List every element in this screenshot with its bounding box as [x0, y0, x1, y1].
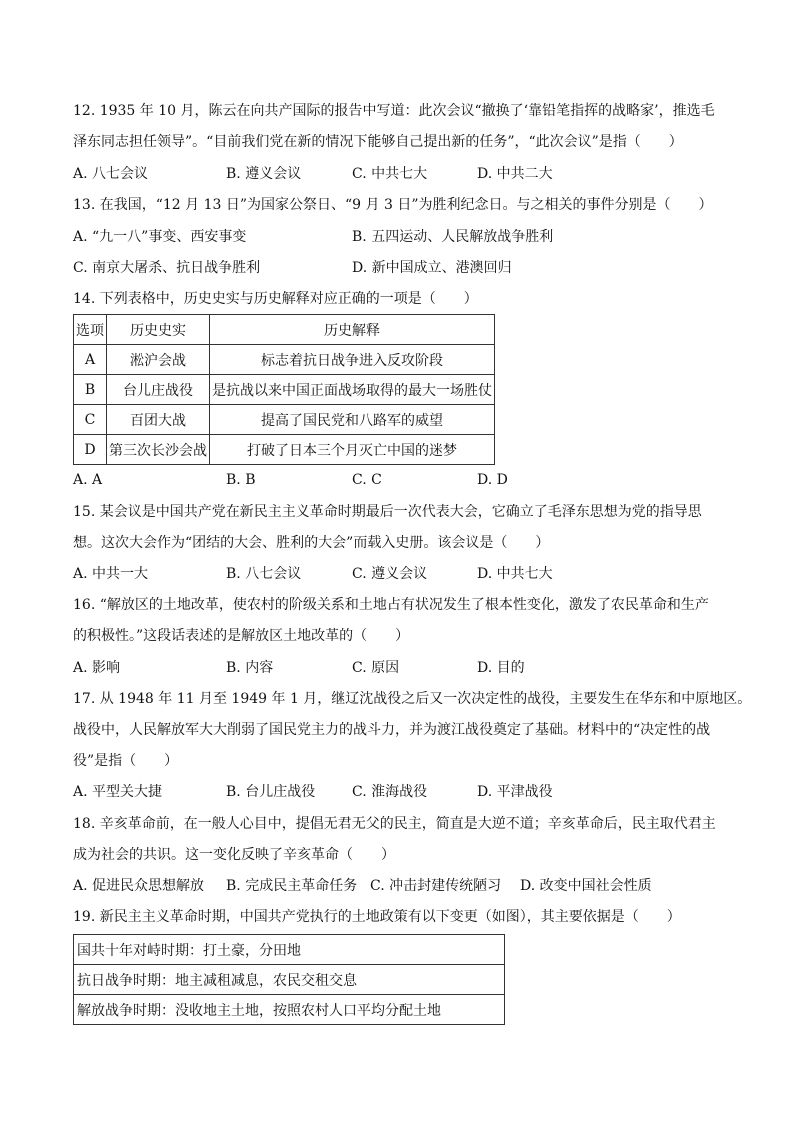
table-row: [74, 345, 495, 375]
q15-stem-line2: 想。这次大会作为“团结的大会、胜利的大会”而载入史册。该会议是（ ）: [73, 535, 550, 551]
q15-option-b[interactable]: B. 八七会议: [226, 566, 302, 582]
q17-option-b[interactable]: B. 台儿庄战役: [226, 784, 316, 800]
q15-stem-line1: 15. 某会议是中国共产党在新民主主义革命时期最后一次代表大会，它确立了毛泽东思想为党的指导思: [73, 504, 702, 520]
table-cell: 百团大战: [107, 405, 210, 435]
q16-stem-line1: 16. “解放区的土地改革，使农村的阶级关系和土地占有状况发生了根本性变化，激发了农民革命和生产: [73, 597, 709, 613]
q17-option-a[interactable]: A. 平型关大捷: [73, 784, 163, 800]
table-cell: 抗日战争时期：地主减租减息，农民交租交息: [74, 965, 505, 995]
table-row: [74, 995, 505, 1025]
q14-option-d[interactable]: D. D: [477, 472, 508, 488]
q15-option-d[interactable]: D. 中共七大: [477, 566, 553, 582]
q17-option-d[interactable]: D. 平津战役: [477, 784, 553, 800]
q16-option-c[interactable]: C. 原因: [352, 660, 400, 676]
table-cell: 打破了日本三个月灭亡中国的迷梦: [210, 435, 495, 465]
q14-option-a[interactable]: A. A: [73, 472, 103, 488]
q15-option-a[interactable]: A. 中共一大: [73, 566, 149, 582]
table-cell: 淞沪会战: [107, 345, 210, 375]
q13-stem: 13. 在我国，“12 月 13 日”为国家公祭日、“9 月 3 日”为胜利纪念日。与之相关的事件分别是（ ）: [73, 197, 713, 213]
table-header-cell: 选项: [74, 315, 107, 345]
q12-option-a[interactable]: A. 八七会议: [73, 166, 149, 182]
q16-stem-line2: 的积极性。”这段话表述的是解放区土地改革的（ ）: [73, 628, 410, 644]
q13-option-a[interactable]: A. “九一八”事变、西安事变: [73, 229, 247, 245]
table-cell: 台儿庄战役: [107, 375, 210, 405]
q15-option-c[interactable]: C. 遵义会议: [352, 566, 428, 582]
q13-option-c[interactable]: C. 南京大屠杀、抗日战争胜利: [73, 260, 261, 276]
q12-option-c[interactable]: C. 中共七大: [352, 166, 428, 182]
q14-option-c[interactable]: C. C: [352, 472, 382, 488]
q18-option-c[interactable]: C. 冲击封建传统陋习: [370, 878, 502, 894]
q18-option-a[interactable]: A. 促进民众思想解放: [73, 878, 205, 894]
table-row: [74, 935, 505, 965]
table-row: [74, 375, 495, 405]
table-header-cell: 历史史实: [107, 315, 210, 345]
q14-table: [73, 314, 495, 465]
q13-option-d[interactable]: D. 新中国成立、港澳回归: [352, 260, 512, 276]
table-cell: B: [74, 375, 107, 405]
table-cell: A: [74, 345, 107, 375]
q18-stem-line2: 成为社会的共识。这一变化反映了辛亥革命（ ）: [73, 847, 395, 863]
table-header-row: [74, 315, 495, 345]
q13-option-b[interactable]: B. 五四运动、人民解放战争胜利: [352, 229, 554, 245]
q18-option-b[interactable]: B. 完成民主革命任务: [226, 878, 358, 894]
table-cell: C: [74, 405, 107, 435]
q17-option-c[interactable]: C. 淮海战役: [352, 784, 428, 800]
table-row: [74, 405, 495, 435]
q12-stem-line1: 12. 1935 年 10 月，陈云在向共产国际的报告中写道：此次会议“撤换了‘靠铅笔指挥的战略家’，推选毛: [73, 103, 715, 119]
q12-option-b[interactable]: B. 遵义会议: [226, 166, 302, 182]
table-row: [74, 965, 505, 995]
table-cell: 第三次长沙会战: [107, 435, 210, 465]
table-cell: 国共十年对峙时期：打土豪，分田地: [74, 935, 505, 965]
table-row: [74, 435, 495, 465]
q16-option-a[interactable]: A. 影响: [73, 660, 121, 676]
q16-option-b[interactable]: B. 内容: [226, 660, 274, 676]
q18-option-d[interactable]: D. 改变中国社会性质: [520, 878, 652, 894]
q18-stem-line1: 18. 辛亥革命前，在一般人心目中，提倡无君无父的民主，简直是大逆不道；辛亥革命后，民主取代君主: [73, 816, 716, 832]
q14-option-b[interactable]: B. B: [226, 472, 256, 488]
q16-option-d[interactable]: D. 目的: [477, 660, 525, 676]
q19-policy-table: [73, 934, 505, 1025]
q12-stem-line2: 泽东同志担任领导”。“目前我们党在新的情况下能够自己提出新的任务”，“此次会议”是指（ ）: [73, 134, 683, 150]
table-cell: 标志着抗日战争进入反攻阶段: [210, 345, 495, 375]
table-cell: 是抗战以来中国正面战场取得的最大一场胜仗: [210, 375, 495, 405]
table-cell: D: [74, 435, 107, 465]
q12-option-d[interactable]: D. 中共二大: [477, 166, 553, 182]
table-cell: 解放战争时期：没收地主土地，按照农村人口平均分配土地: [74, 995, 505, 1025]
q14-stem: 14. 下列表格中，历史史实与历史解释对应正确的一项是（ ）: [73, 291, 478, 307]
q17-stem-line3: 役”是指（ ）: [73, 753, 179, 769]
q19-stem: 19. 新民主主义革命时期，中国共产党执行的土地政策有以下变更（如图），其主要依据是（ ）: [73, 909, 681, 925]
q17-stem-line1: 17. 从 1948 年 11 月至 1949 年 1 月，继辽沈战役之后又一次决定性的战役，主要发生在华东和中原地区。: [73, 691, 752, 707]
q17-stem-line2: 战役中，人民解放军大大削弱了国民党主力的战斗力，并为渡江战役奠定了基础。材料中的“决定性的战: [73, 722, 711, 738]
table-header-cell: 历史解释: [210, 315, 495, 345]
table-cell: 提高了国民党和八路军的威望: [210, 405, 495, 435]
